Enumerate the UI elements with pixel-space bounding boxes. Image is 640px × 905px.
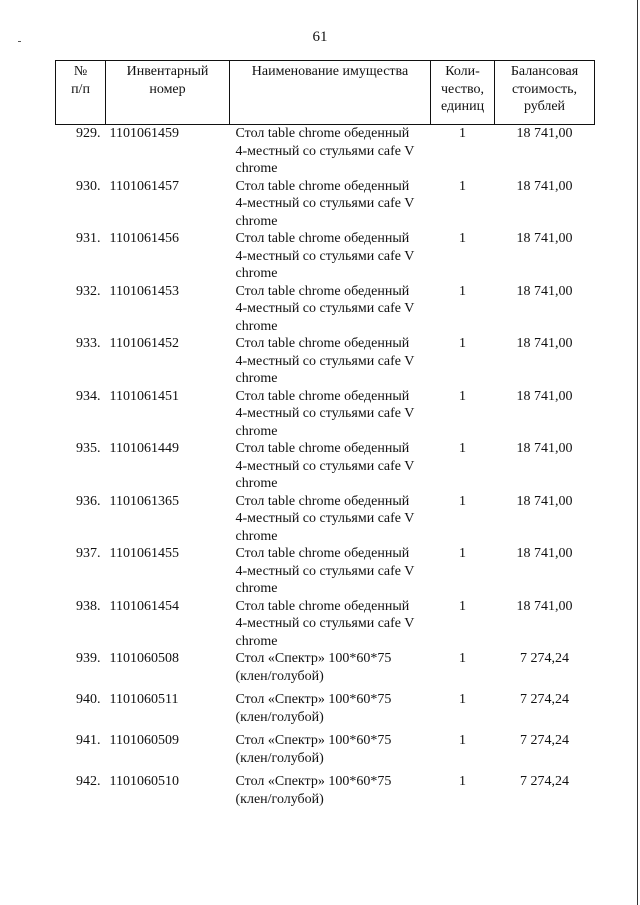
header-line: № bbox=[73, 64, 88, 79]
table-row bbox=[56, 598, 595, 651]
inventory-number: 1101060511 bbox=[109, 692, 179, 707]
quantity: 1 bbox=[459, 493, 466, 509]
quantity: 1 bbox=[459, 546, 466, 561]
header-line: Инвентарный bbox=[126, 64, 209, 79]
name-line: Стол table chrome обеденный bbox=[235, 493, 410, 509]
balance-cost: 18 741,00 bbox=[516, 598, 573, 614]
name-line: Стол table chrome обеденный bbox=[235, 336, 410, 351]
header-num-lines bbox=[58, 63, 103, 98]
header-inv-lines bbox=[108, 63, 227, 98]
name-line: 4-местный со стульями cafe V bbox=[235, 353, 415, 369]
name-line: 4-местный со стульями cafe V bbox=[235, 511, 415, 526]
table-row bbox=[56, 230, 595, 283]
header-qty-lines bbox=[433, 63, 492, 116]
row-number: 930. bbox=[76, 178, 101, 194]
quantity: 1 bbox=[459, 733, 466, 748]
table-row bbox=[56, 732, 595, 773]
property-name bbox=[230, 545, 431, 598]
name-line: 4-местный со стульями cafe V bbox=[235, 563, 415, 579]
name-line: 4-местный со стульями cafe V bbox=[235, 143, 415, 159]
name-line: 4-местный со стульями cafe V bbox=[235, 196, 415, 211]
header-line: рублей bbox=[523, 99, 566, 114]
balance-cost: 7 274,24 bbox=[520, 733, 569, 748]
header-line: чество, bbox=[441, 81, 484, 97]
name-line: chrome bbox=[235, 318, 278, 334]
header-qty bbox=[431, 61, 495, 125]
row-number: 932. bbox=[76, 283, 101, 299]
row-number: 940. bbox=[76, 692, 101, 707]
row-number: 931. bbox=[76, 231, 101, 246]
inventory-table bbox=[55, 60, 595, 814]
quantity: 1 bbox=[459, 598, 466, 614]
table-row bbox=[56, 773, 595, 814]
property-name bbox=[230, 335, 431, 388]
inventory-number: 1101061454 bbox=[109, 598, 179, 614]
quantity: 1 bbox=[459, 231, 466, 246]
balance-cost: 18 741,00 bbox=[516, 283, 573, 299]
table-row bbox=[56, 178, 595, 231]
name-line: Стол «Спектр» 100*60*75 bbox=[235, 774, 392, 789]
property-name bbox=[230, 732, 431, 773]
inventory-number: 1101060508 bbox=[109, 651, 179, 666]
inventory-number: 1101060510 bbox=[109, 774, 179, 789]
balance-cost: 18 741,00 bbox=[516, 231, 573, 246]
name-line: Стол «Спектр» 100*60*75 bbox=[235, 733, 392, 748]
property-name bbox=[230, 773, 431, 814]
row-number: 935. bbox=[76, 441, 101, 456]
property-name bbox=[230, 598, 431, 651]
name-line: chrome bbox=[235, 633, 278, 649]
row-number: 938. bbox=[76, 598, 101, 614]
name-line: chrome bbox=[235, 581, 278, 596]
name-line: chrome bbox=[235, 423, 278, 439]
name-line: Стол table chrome обеденный bbox=[235, 546, 410, 561]
inventory-number: 1101061455 bbox=[109, 546, 179, 561]
name-line: Стол table chrome обеденный bbox=[235, 598, 410, 614]
row-number: 933. bbox=[76, 336, 101, 351]
table-row bbox=[56, 650, 595, 691]
balance-cost: 18 741,00 bbox=[516, 493, 573, 509]
balance-cost: 18 741,00 bbox=[516, 388, 573, 404]
row-number: 929. bbox=[76, 126, 101, 141]
name-line: (клен/голубой) bbox=[235, 709, 324, 725]
balance-cost: 18 741,00 bbox=[516, 126, 573, 141]
header-line: п/п bbox=[71, 81, 90, 97]
inventory-number: 1101061459 bbox=[109, 126, 179, 141]
balance-cost: 7 274,24 bbox=[520, 774, 569, 789]
name-line: chrome bbox=[235, 266, 278, 281]
name-line: Стол table chrome обеденный bbox=[235, 231, 410, 246]
property-name bbox=[230, 650, 431, 691]
header-num bbox=[56, 61, 106, 125]
balance-cost: 18 741,00 bbox=[516, 178, 573, 194]
quantity: 1 bbox=[459, 692, 466, 707]
name-line: Стол table chrome обеденный bbox=[235, 126, 410, 141]
property-name bbox=[230, 440, 431, 493]
header-line: Балансовая bbox=[510, 64, 579, 79]
name-line: Стол table chrome обеденный bbox=[235, 283, 410, 299]
balance-cost: 7 274,24 bbox=[520, 692, 569, 707]
row-number: 937. bbox=[76, 546, 101, 561]
row-number: 934. bbox=[76, 388, 101, 404]
name-line: 4-местный со стульями cafe V bbox=[235, 301, 415, 316]
quantity: 1 bbox=[459, 336, 466, 351]
name-line: (клен/голубой) bbox=[235, 791, 324, 807]
name-line: chrome bbox=[235, 528, 278, 544]
property-name bbox=[230, 493, 431, 546]
inventory-number: 1101060509 bbox=[109, 733, 179, 748]
name-line: Стол «Спектр» 100*60*75 bbox=[235, 692, 392, 707]
header-line: единиц bbox=[440, 99, 485, 114]
table-row bbox=[56, 283, 595, 336]
inventory-number: 1101061457 bbox=[109, 178, 179, 194]
table-row bbox=[56, 545, 595, 598]
page-number: 61 bbox=[312, 29, 328, 45]
row-number: 941. bbox=[76, 733, 101, 748]
name-line: 4-местный со стульями cafe V bbox=[235, 406, 415, 421]
quantity: 1 bbox=[459, 651, 466, 666]
name-line: chrome bbox=[235, 371, 278, 386]
property-name bbox=[230, 388, 431, 441]
property-name bbox=[230, 691, 431, 732]
quantity: 1 bbox=[459, 774, 466, 789]
quantity: 1 bbox=[459, 126, 466, 141]
name-line: Стол table chrome обеденный bbox=[235, 178, 410, 194]
name-line: Стол table chrome обеденный bbox=[235, 441, 410, 456]
page-edge-line bbox=[637, 0, 638, 905]
balance-cost: 18 741,00 bbox=[516, 441, 573, 456]
name-line: chrome bbox=[235, 161, 278, 176]
quantity: 1 bbox=[459, 441, 466, 456]
inventory-number: 1101061452 bbox=[109, 336, 179, 351]
table-body bbox=[56, 125, 595, 815]
table-row bbox=[56, 691, 595, 732]
balance-cost: 18 741,00 bbox=[516, 336, 573, 351]
quantity: 1 bbox=[459, 178, 466, 194]
header-name bbox=[230, 61, 431, 125]
name-line: Стол table chrome обеденный bbox=[235, 388, 410, 404]
quantity: 1 bbox=[459, 283, 466, 299]
header-name-lines bbox=[232, 63, 428, 81]
table-header bbox=[56, 61, 595, 125]
property-name bbox=[230, 283, 431, 336]
row-number: 939. bbox=[76, 651, 101, 666]
inventory-number: 1101061456 bbox=[109, 231, 179, 246]
header-line: Коли- bbox=[445, 64, 480, 79]
quantity: 1 bbox=[459, 388, 466, 404]
name-line: 4-местный со стульями cafe V bbox=[235, 616, 415, 631]
balance-cost: 7 274,24 bbox=[520, 651, 569, 666]
table-row bbox=[56, 388, 595, 441]
name-line: (клен/голубой) bbox=[235, 750, 324, 766]
row-number: 936. bbox=[76, 493, 101, 509]
name-line: 4-местный со стульями cafe V bbox=[235, 248, 415, 264]
property-name bbox=[230, 125, 431, 178]
name-line: Стол «Спектр» 100*60*75 bbox=[235, 651, 392, 666]
inventory-number: 1101061449 bbox=[109, 441, 179, 456]
header-line: стоимость, bbox=[511, 81, 578, 97]
name-line: (клен/голубой) bbox=[235, 668, 324, 684]
header-cost-lines bbox=[497, 63, 592, 116]
header-cost bbox=[495, 61, 595, 125]
row-number: 942. bbox=[76, 774, 101, 789]
header-inv bbox=[106, 61, 230, 125]
inventory-number: 1101061451 bbox=[109, 388, 179, 404]
header-line: Наименование имущества bbox=[251, 64, 409, 79]
table-row bbox=[56, 493, 595, 546]
property-name bbox=[230, 230, 431, 283]
inventory-number: 1101061453 bbox=[109, 283, 179, 299]
property-name bbox=[230, 178, 431, 231]
table-row bbox=[56, 440, 595, 493]
name-line: 4-местный со стульями cafe V bbox=[235, 458, 415, 474]
balance-cost: 18 741,00 bbox=[516, 546, 573, 561]
inventory-number: 1101061365 bbox=[109, 493, 179, 509]
name-line: chrome bbox=[235, 476, 278, 491]
table-row bbox=[56, 125, 595, 178]
name-line: chrome bbox=[235, 213, 278, 229]
table-row bbox=[56, 335, 595, 388]
header-line: номер bbox=[149, 81, 186, 97]
